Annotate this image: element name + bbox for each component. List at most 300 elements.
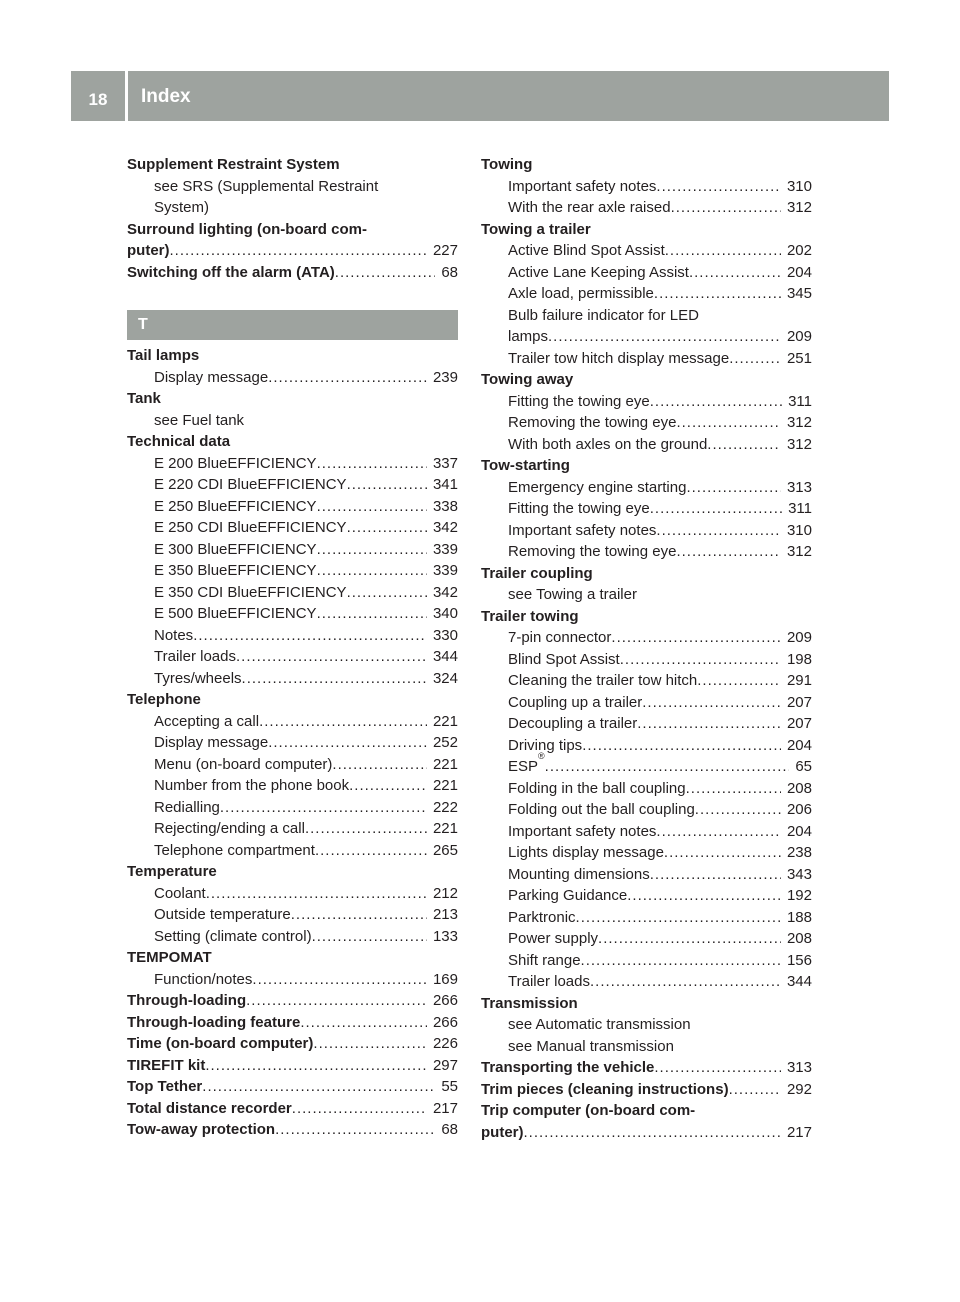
index-subentry bbox=[127, 474, 458, 496]
entry-text: E 250 CDI BlueEFFICIENCY bbox=[154, 519, 347, 536]
page-reference: 221 bbox=[432, 712, 458, 730]
entry-text: Towing away bbox=[481, 371, 574, 388]
entry-text: Display message bbox=[154, 734, 269, 751]
entry-text: Supplement Restraint System bbox=[127, 156, 340, 173]
dot-leader bbox=[275, 1119, 435, 1141]
entry-text: puter) bbox=[127, 242, 170, 259]
index-subentry bbox=[127, 496, 458, 518]
index-entry bbox=[481, 993, 812, 1015]
index-subentry bbox=[127, 797, 458, 819]
dot-leader bbox=[656, 821, 781, 843]
dot-leader bbox=[637, 713, 781, 735]
index-subentry bbox=[481, 197, 812, 219]
page-reference: 324 bbox=[432, 669, 458, 687]
entry-text: Decoupling a trailer bbox=[508, 715, 638, 732]
dot-leader bbox=[236, 646, 427, 668]
index-entry bbox=[127, 1033, 458, 1055]
index-entry bbox=[127, 1055, 458, 1077]
index-entry bbox=[127, 431, 458, 453]
page-reference: 312 bbox=[786, 414, 812, 431]
entry-text: With both axles on the ground bbox=[508, 435, 708, 453]
index-subentry bbox=[127, 517, 458, 539]
index-subentry bbox=[127, 646, 458, 668]
index-entry bbox=[481, 606, 812, 628]
entry-text: Active Blind Spot Assist bbox=[508, 242, 665, 259]
dot-leader bbox=[650, 498, 782, 520]
page-reference: 338 bbox=[432, 497, 458, 515]
page-reference: 342 bbox=[432, 519, 458, 536]
dot-leader bbox=[193, 625, 427, 647]
entry-text: Menu (on-board computer) bbox=[154, 755, 333, 773]
entry-text: Blind Spot Assist bbox=[508, 650, 620, 668]
index-subentry bbox=[481, 305, 812, 327]
index-subentry bbox=[481, 283, 812, 305]
page-reference: 312 bbox=[786, 199, 812, 216]
entry-text: see Automatic transmission bbox=[508, 1016, 691, 1033]
dot-leader bbox=[252, 969, 427, 991]
index-list-t bbox=[127, 345, 458, 1141]
entry-text: Redialling bbox=[154, 798, 220, 816]
index-subentry bbox=[481, 799, 812, 821]
entry-text: Cleaning the trailer tow hitch bbox=[508, 672, 698, 689]
entry-text: Trailer coupling bbox=[481, 564, 593, 582]
index-column-right bbox=[481, 154, 812, 1143]
page-reference: 156 bbox=[786, 951, 812, 969]
entry-text: ESP bbox=[508, 758, 539, 775]
page-reference: 212 bbox=[432, 884, 458, 902]
entry-text: Time (on-board computer) bbox=[127, 1035, 314, 1052]
page-reference: 345 bbox=[786, 285, 812, 302]
index-entry bbox=[127, 1076, 458, 1098]
dot-leader bbox=[695, 799, 781, 821]
entry-text: Through-loading bbox=[127, 992, 247, 1009]
index-subentry bbox=[127, 732, 458, 754]
dot-leader bbox=[656, 520, 781, 542]
page-reference: 221 bbox=[432, 755, 458, 773]
entry-text: Emergency engine starting bbox=[508, 478, 687, 496]
dot-leader bbox=[689, 262, 781, 284]
dot-leader bbox=[268, 367, 427, 389]
index-subentry bbox=[481, 864, 812, 886]
entry-text: E 220 CDI BlueEFFICIENCY bbox=[154, 476, 347, 493]
entry-text: Through-loading feature bbox=[127, 1013, 301, 1031]
index-subentry bbox=[481, 176, 812, 198]
entry-text: Active Lane Keeping Assist bbox=[508, 263, 689, 281]
dot-leader bbox=[671, 197, 781, 219]
page-reference: 340 bbox=[432, 605, 458, 622]
index-entry bbox=[127, 240, 458, 262]
index-subentry bbox=[127, 603, 458, 625]
entry-text: see Fuel tank bbox=[154, 411, 245, 429]
page-reference: 208 bbox=[786, 779, 812, 797]
entry-text: Top Tether bbox=[127, 1078, 203, 1095]
entry-text: Trailer towing bbox=[481, 607, 579, 625]
index-subentry bbox=[127, 367, 458, 389]
entry-text: Transmission bbox=[481, 994, 578, 1012]
index-subentry bbox=[481, 262, 812, 284]
index-subentry bbox=[481, 584, 812, 606]
entry-text: Bulb failure indicator for LED bbox=[508, 306, 699, 324]
page-header bbox=[71, 71, 889, 121]
page-reference: 221 bbox=[432, 820, 458, 837]
entry-text: Function/notes bbox=[154, 970, 253, 988]
index-list-t-continued bbox=[481, 154, 812, 1143]
index-subentry bbox=[481, 950, 812, 972]
entry-text: 7-pin connector bbox=[508, 629, 612, 646]
page-reference: 342 bbox=[432, 583, 458, 601]
dot-leader bbox=[686, 778, 781, 800]
entry-text: Tail lamps bbox=[127, 347, 200, 364]
index-entry bbox=[481, 455, 812, 477]
dot-leader bbox=[545, 756, 790, 778]
index-subentry bbox=[481, 649, 812, 671]
page-reference: 343 bbox=[786, 865, 812, 883]
index-subentry bbox=[481, 240, 812, 262]
entry-text: Folding in the ball coupling bbox=[508, 779, 686, 797]
page-reference: 209 bbox=[786, 629, 812, 646]
entry-text: Fitting the towing eye bbox=[508, 392, 650, 410]
index-subentry bbox=[481, 735, 812, 757]
index-subentry bbox=[481, 885, 812, 907]
index-subentry bbox=[481, 391, 812, 413]
entry-text: Total distance recorder bbox=[127, 1099, 292, 1117]
entry-text: Trailer tow hitch display message bbox=[508, 349, 730, 367]
page-reference: 312 bbox=[786, 435, 812, 453]
page-reference: 207 bbox=[786, 715, 812, 732]
dot-leader bbox=[220, 797, 427, 819]
entry-text: Axle load, permissible bbox=[508, 285, 654, 302]
dot-leader bbox=[332, 754, 427, 776]
section-heading-t: T bbox=[127, 310, 458, 340]
index-subentry bbox=[127, 883, 458, 905]
page-reference: 310 bbox=[786, 521, 812, 539]
entry-text: Telephone compartment bbox=[154, 841, 315, 859]
entry-text: Parktronic bbox=[508, 908, 576, 926]
index-subentry bbox=[127, 176, 458, 198]
dot-leader bbox=[581, 950, 781, 972]
entry-text: Important safety notes bbox=[508, 822, 657, 840]
dot-leader bbox=[347, 517, 427, 539]
index-subentry bbox=[481, 692, 812, 714]
entry-text: lamps bbox=[508, 328, 549, 345]
dot-leader bbox=[729, 348, 781, 370]
index-subentry bbox=[127, 560, 458, 582]
dot-leader bbox=[317, 496, 427, 518]
page-reference: 207 bbox=[786, 693, 812, 711]
page-reference: 310 bbox=[786, 177, 812, 195]
page-reference: 265 bbox=[432, 841, 458, 859]
dot-leader bbox=[697, 670, 781, 692]
index-subentry bbox=[127, 840, 458, 862]
page-reference: 341 bbox=[432, 476, 458, 493]
dot-leader bbox=[590, 971, 781, 993]
page-reference: 344 bbox=[786, 973, 812, 990]
index-subentry bbox=[481, 778, 812, 800]
page-reference: 266 bbox=[432, 992, 458, 1009]
dot-leader bbox=[305, 818, 427, 840]
entry-text: Parking Guidance bbox=[508, 887, 628, 904]
dot-leader bbox=[650, 864, 781, 886]
dot-leader bbox=[676, 541, 781, 563]
entry-text: Trim pieces (cleaning instructions) bbox=[481, 1080, 729, 1098]
index-entry bbox=[127, 861, 458, 883]
index-subentry bbox=[481, 670, 812, 692]
index-subentry bbox=[481, 412, 812, 434]
dot-leader bbox=[664, 842, 781, 864]
page-reference: 297 bbox=[432, 1056, 458, 1074]
header-divider bbox=[125, 71, 128, 121]
index-entry bbox=[481, 1122, 812, 1144]
entry-text: Outside temperature bbox=[154, 906, 291, 923]
entry-text: Important safety notes bbox=[508, 521, 657, 539]
page-reference: 239 bbox=[432, 368, 458, 386]
page-number: 18 bbox=[88, 90, 108, 109]
page-reference: 266 bbox=[432, 1013, 458, 1031]
entry-text: Shift range bbox=[508, 951, 581, 969]
index-subentry bbox=[481, 434, 812, 456]
entry-text: Display message bbox=[154, 368, 269, 386]
page-reference: 339 bbox=[432, 540, 458, 558]
page-reference: 204 bbox=[786, 263, 812, 281]
index-subentry bbox=[481, 713, 812, 735]
dot-leader bbox=[729, 1079, 781, 1101]
page-reference: 291 bbox=[786, 672, 812, 689]
entry-text: Tow-away protection bbox=[127, 1121, 276, 1138]
page-title: Index bbox=[141, 86, 191, 107]
dot-leader bbox=[654, 1057, 781, 1079]
index-subentry bbox=[481, 477, 812, 499]
index-subentry bbox=[481, 751, 812, 778]
index-subentry bbox=[127, 197, 458, 219]
index-list-s-continued bbox=[127, 154, 458, 283]
dot-leader bbox=[259, 711, 427, 733]
page-reference: 330 bbox=[432, 626, 458, 644]
entry-text: Setting (climate control) bbox=[154, 927, 312, 945]
index-subentry bbox=[481, 1036, 812, 1058]
index-subentry bbox=[127, 453, 458, 475]
index-subentry bbox=[481, 627, 812, 649]
index-subentry bbox=[481, 971, 812, 993]
entry-text: Number from the phone book bbox=[154, 777, 350, 794]
page-reference: 169 bbox=[432, 970, 458, 988]
entry-text: Notes bbox=[154, 626, 194, 644]
index-entry bbox=[127, 1098, 458, 1120]
page-reference: 208 bbox=[786, 930, 812, 947]
dot-leader bbox=[242, 668, 427, 690]
index-entry bbox=[127, 689, 458, 711]
page-reference: 251 bbox=[786, 349, 812, 367]
entry-text: Trailer loads bbox=[508, 973, 590, 990]
dot-leader bbox=[656, 176, 781, 198]
entry-text: see SRS (Supplemental Restraint bbox=[154, 177, 379, 195]
index-subentry bbox=[481, 348, 812, 370]
page-reference: 206 bbox=[786, 801, 812, 818]
dot-leader bbox=[627, 885, 781, 907]
index-subentry bbox=[481, 541, 812, 563]
index-subentry bbox=[127, 711, 458, 733]
dot-leader bbox=[548, 326, 781, 348]
page-reference: 226 bbox=[432, 1035, 458, 1052]
page-reference: 133 bbox=[432, 927, 458, 945]
index-entry bbox=[127, 154, 458, 176]
index-entry bbox=[127, 1012, 458, 1034]
entry-text: Surround lighting (on-board com- bbox=[127, 220, 367, 238]
page-reference: 68 bbox=[441, 263, 458, 281]
page-reference: 188 bbox=[786, 908, 812, 926]
dot-leader bbox=[665, 240, 781, 262]
index-entry bbox=[127, 1119, 458, 1141]
index-subentry bbox=[127, 818, 458, 840]
page-reference: 204 bbox=[786, 822, 812, 840]
page-reference: 227 bbox=[432, 242, 458, 259]
dot-leader bbox=[317, 539, 427, 561]
dot-leader bbox=[349, 775, 427, 797]
page-reference: 339 bbox=[432, 562, 458, 579]
entry-text: TEMPOMAT bbox=[127, 949, 212, 966]
dot-leader bbox=[686, 477, 781, 499]
entry-text: Trip computer (on-board com- bbox=[481, 1102, 696, 1119]
entry-text: puter) bbox=[481, 1123, 524, 1141]
entry-text: Trailer loads bbox=[154, 648, 236, 665]
entry-text: System) bbox=[154, 199, 210, 216]
entry-text: Towing a trailer bbox=[481, 220, 591, 238]
index-subentry bbox=[127, 668, 458, 690]
page-reference: 344 bbox=[432, 648, 458, 665]
dot-leader bbox=[205, 1055, 427, 1077]
dot-leader bbox=[650, 391, 782, 413]
dot-leader bbox=[611, 627, 781, 649]
entry-text: Mounting dimensions bbox=[508, 865, 650, 883]
index-entry bbox=[481, 1079, 812, 1101]
index-entry bbox=[127, 345, 458, 367]
dot-leader bbox=[312, 926, 427, 948]
entry-text: Tow-starting bbox=[481, 457, 570, 474]
page-reference: 313 bbox=[786, 1059, 812, 1076]
dot-leader bbox=[707, 434, 781, 456]
index-entry bbox=[481, 563, 812, 585]
dot-leader bbox=[315, 840, 427, 862]
dot-leader bbox=[246, 990, 427, 1012]
entry-text: Coupling up a trailer bbox=[508, 693, 643, 711]
page-reference: 311 bbox=[788, 392, 812, 410]
index-subentry bbox=[481, 1014, 812, 1036]
dot-leader bbox=[206, 883, 427, 905]
dot-leader bbox=[576, 907, 781, 929]
index-subentry bbox=[127, 754, 458, 776]
entry-text: see Manual transmission bbox=[508, 1037, 674, 1055]
dot-leader bbox=[642, 692, 781, 714]
index-subentry bbox=[127, 904, 458, 926]
index-entry bbox=[127, 990, 458, 1012]
page-reference: 311 bbox=[788, 500, 812, 517]
entry-text: TIREFIT kit bbox=[127, 1056, 206, 1074]
page-reference: 221 bbox=[432, 777, 458, 794]
dot-leader bbox=[292, 1098, 427, 1120]
entry-text: Power supply bbox=[508, 930, 599, 947]
index-entry bbox=[127, 947, 458, 969]
dot-leader bbox=[317, 453, 427, 475]
entry-text: Technical data bbox=[127, 433, 231, 450]
dot-leader bbox=[170, 240, 427, 262]
index-subentry bbox=[481, 907, 812, 929]
entry-text: Telephone bbox=[127, 691, 201, 708]
index-subentry bbox=[481, 842, 812, 864]
index-entry bbox=[127, 388, 458, 410]
dot-leader bbox=[202, 1076, 435, 1098]
dot-leader bbox=[676, 412, 781, 434]
dot-leader bbox=[620, 649, 781, 671]
entry-text: Transporting the vehicle bbox=[481, 1059, 655, 1076]
entry-text: Important safety notes bbox=[508, 177, 657, 195]
index-subentry bbox=[127, 539, 458, 561]
index-subentry bbox=[481, 326, 812, 348]
dot-leader bbox=[598, 928, 781, 950]
dot-leader bbox=[291, 904, 427, 926]
page-reference: 213 bbox=[432, 906, 458, 923]
page-reference: 312 bbox=[786, 543, 812, 560]
index-subentry bbox=[127, 969, 458, 991]
dot-leader bbox=[524, 1122, 781, 1144]
entry-text: E 350 CDI BlueEFFICIENCY bbox=[154, 583, 347, 601]
index-entry bbox=[481, 154, 812, 176]
index-subentry bbox=[127, 410, 458, 432]
index-entry bbox=[127, 219, 458, 241]
entry-text: E 350 BlueEFFICIENCY bbox=[154, 562, 317, 579]
index-subentry bbox=[127, 582, 458, 604]
page-reference: 202 bbox=[786, 242, 812, 259]
index-subentry bbox=[481, 928, 812, 950]
entry-text: E 500 BlueEFFICIENCY bbox=[154, 605, 317, 622]
entry-text: Accepting a call bbox=[154, 712, 260, 730]
page-reference: 204 bbox=[786, 736, 812, 754]
index-subentry bbox=[481, 498, 812, 520]
entry-text: Rejecting/ending a call bbox=[154, 820, 305, 837]
index-subentry bbox=[127, 926, 458, 948]
entry-text: Fitting the towing eye bbox=[508, 500, 650, 517]
entry-text: Folding out the ball coupling bbox=[508, 801, 695, 818]
entry-text: Tank bbox=[127, 390, 161, 407]
dot-leader bbox=[335, 262, 436, 284]
index-subentry bbox=[481, 520, 812, 542]
entry-text: Temperature bbox=[127, 863, 217, 880]
entry-text: Lights display message bbox=[508, 844, 664, 861]
page-reference: 68 bbox=[441, 1121, 458, 1138]
dot-leader bbox=[317, 560, 427, 582]
entry-text: E 200 BlueEFFICIENCY bbox=[154, 454, 317, 472]
entry-text: E 300 BlueEFFICIENCY bbox=[154, 540, 317, 558]
entry-text: Driving tips bbox=[508, 736, 583, 754]
section-gap bbox=[127, 283, 458, 310]
index-entry bbox=[481, 219, 812, 241]
index-entry bbox=[127, 262, 458, 284]
page-reference: 55 bbox=[441, 1078, 458, 1095]
entry-text: Switching off the alarm (ATA) bbox=[127, 263, 335, 281]
index-entry bbox=[481, 1057, 812, 1079]
page-reference: 209 bbox=[786, 328, 812, 345]
page-reference: 313 bbox=[786, 478, 812, 496]
page-reference: 292 bbox=[786, 1080, 812, 1098]
dot-leader bbox=[347, 582, 427, 604]
entry-text: see Towing a trailer bbox=[508, 586, 637, 603]
index-entry bbox=[481, 369, 812, 391]
entry-text: Removing the towing eye bbox=[508, 543, 677, 560]
index-column-left bbox=[127, 154, 458, 1141]
index-subentry bbox=[481, 821, 812, 843]
registered-mark: ® bbox=[538, 751, 545, 761]
dot-leader bbox=[582, 735, 781, 757]
dot-leader bbox=[654, 283, 781, 305]
index-entry bbox=[481, 1100, 812, 1122]
